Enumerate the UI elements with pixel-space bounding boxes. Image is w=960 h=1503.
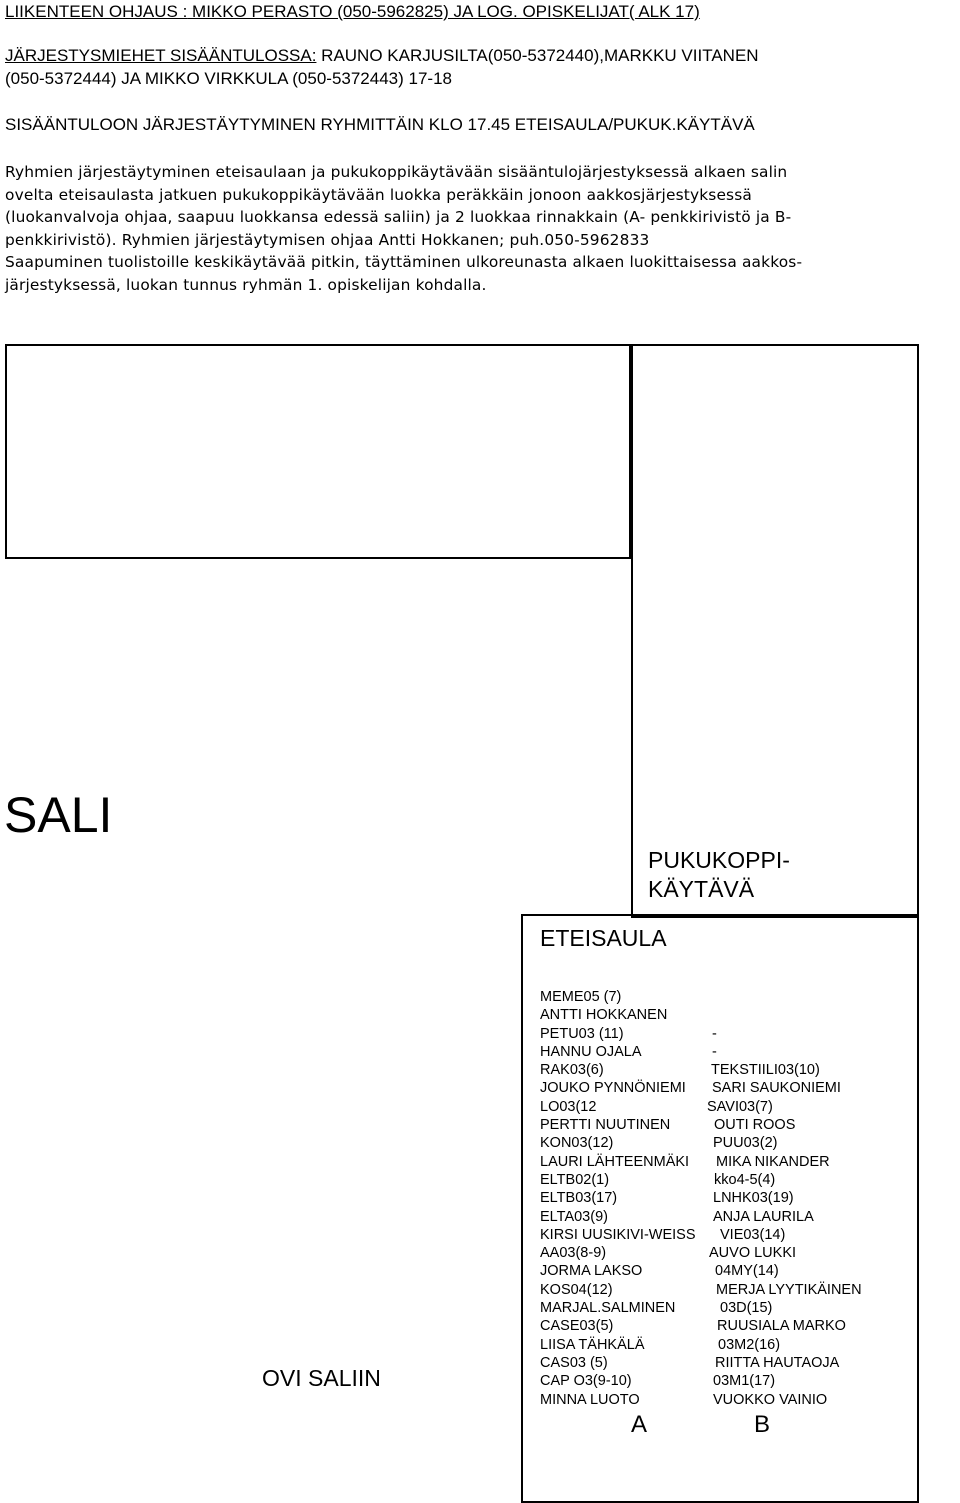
lobby-label: ETEISAULA (540, 925, 667, 951)
roster-col-a: LAURI LÄHTEENMÄKI (540, 1153, 690, 1170)
roster-col-b: RUUSIALA MARKO (717, 1318, 846, 1335)
instructions-line: Saapuminen tuolistoille keskikäytävää pitkin, täyttäminen ulkoreunasta alkaen luokittaisessa aakkos- (5, 253, 803, 271)
hall-label: SALI (4, 787, 113, 843)
roster-col-a: JOUKO PYNNÖNIEMI (540, 1080, 686, 1097)
roster-col-a: ELTB03(17) (540, 1190, 618, 1207)
roster-col-b: OUTI ROOS (714, 1117, 796, 1134)
roster-col-a: LO03(12 (540, 1098, 597, 1115)
roster-col-b: 03M2(16) (718, 1336, 781, 1353)
roster-col-a: KON03(12) (540, 1135, 614, 1152)
roster-col-a: HANNU OJALA (540, 1043, 642, 1060)
roster-col-a: PETU03 (11) (540, 1025, 624, 1042)
roster-col-a: CAS03 (5) (540, 1354, 608, 1371)
roster-col-b: SARI SAUKONIEMI (712, 1080, 841, 1097)
roster-col-b: 03M1(17) (713, 1373, 776, 1390)
roster-col-a: KIRSI UUSIKIVI-WEISS (540, 1226, 696, 1243)
roster-col-a: AA03(8-9) (540, 1245, 607, 1262)
column-a-letter: A (631, 1411, 648, 1438)
instructions-line: penkkirivistö). Ryhmien järjestäytymisen ohjaa Antti Hokkanen; puh.050-5962833 (5, 230, 650, 249)
roster-col-a: PERTTI NUUTINEN (540, 1117, 671, 1134)
entrance-stewards-label: JÄRJESTYSMIEHET SISÄÄNTULOSSA: (5, 46, 317, 65)
instructions-line: järjestyksessä, luokan tunnus ryhmän 1. opiskelijan kohdalla. (5, 275, 487, 294)
roster-col-a: KOS04(12) (540, 1281, 613, 1298)
roster-col-b: kko4-5(4) (714, 1171, 776, 1188)
roster-col-a: MINNA LUOTO (540, 1391, 640, 1408)
floorplan-top-box (5, 344, 631, 559)
roster-col-b: - (712, 1043, 717, 1060)
stewards-phones-line: (050-5372444) JA MIKKO VIRKKULA (050-5372443) 17-18 (5, 69, 452, 88)
roster-col-a: ELTB02(1) (540, 1171, 610, 1188)
roster-col-b: ANJA LAURILA (713, 1208, 814, 1225)
traffic-control-text: MIKKO PERASTO (050-5962825) JA LOG. OPISKELIJAT( ALK 17) (187, 2, 700, 21)
roster-col-a: ELTA03(9) (540, 1208, 608, 1225)
instructions-line: Ryhmien järjestäytyminen eteisaulaan ja pukukoppikäytävään sisääntulojärjestyksessä alkaen salin (5, 163, 788, 181)
roster-col-a: CAP O3(9-10) (540, 1373, 632, 1390)
roster-col-b: LNHK03(19) (713, 1190, 794, 1207)
corridor-label-line2: KÄYTÄVÄ (648, 876, 755, 902)
roster-col-b: 04MY(14) (715, 1263, 779, 1280)
instructions-line: (luokanvalvoja ohjaa, saapuu luokkansa edessä saliin) ja 2 luokkaa rinnakkain (A- penkkirivistö ja B- (5, 208, 792, 226)
traffic-control-label: LIIKENTEEN OHJAUS : (5, 2, 188, 21)
roster-col-b: MIKA NIKANDER (716, 1153, 830, 1170)
entrance-stewards-line (5, 46, 759, 66)
roster-col-a: ANTTI HOKKANEN (540, 1007, 668, 1024)
instructions-paragraph (5, 161, 957, 296)
roster-col-b: VUOKKO VAINIO (713, 1391, 828, 1408)
roster-col-b: VIE03(14) (720, 1226, 786, 1243)
column-b-letter: B (754, 1411, 771, 1438)
roster-col-b: SAVI03(7) (707, 1098, 773, 1115)
hall-door-label: OVI SALIIN (262, 1365, 381, 1391)
roster-col-b: - (712, 1025, 717, 1042)
traffic-control-line (5, 2, 700, 22)
assembly-time-line: SISÄÄNTULOON JÄRJESTÄYTYMINEN RYHMITTÄIN KLO 17.45 ETEISAULA/PUKUK.KÄYTÄVÄ (5, 115, 755, 134)
corridor-label-line1: PUKUKOPPI- (648, 847, 790, 873)
roster-col-a: RAK03(6) (540, 1062, 604, 1079)
roster-col-a: JORMA LAKSO (540, 1263, 643, 1280)
roster-col-b: AUVO LUKKI (709, 1245, 797, 1262)
roster-col-b: PUU03(2) (713, 1135, 778, 1152)
instructions-line: ovelta eteisaulasta jatkuen pukukoppikäytävään luokka peräkkäin jonoon aakkosjärjestyksessä (5, 185, 752, 204)
corridor-box (631, 344, 919, 918)
roster-col-a: CASE03(5) (540, 1318, 614, 1335)
roster-col-b: MERJA LYYTIKÄINEN (716, 1281, 862, 1298)
roster-col-b: 03D(15) (720, 1300, 773, 1317)
roster-col-a: LIISA TÄHKÄLÄ (540, 1336, 645, 1353)
entrance-stewards-text: RAUNO KARJUSILTA(050-5372440),MARKKU VIITANEN (316, 46, 759, 65)
roster-col-a: MEME05 (7) (540, 989, 622, 1005)
roster-col-b: RIITTA HAUTAOJA (715, 1354, 840, 1371)
roster-col-b: TEKSTIILI03(10) (711, 1062, 820, 1079)
roster-col-a: MARJAL.SALMINEN (540, 1300, 676, 1317)
